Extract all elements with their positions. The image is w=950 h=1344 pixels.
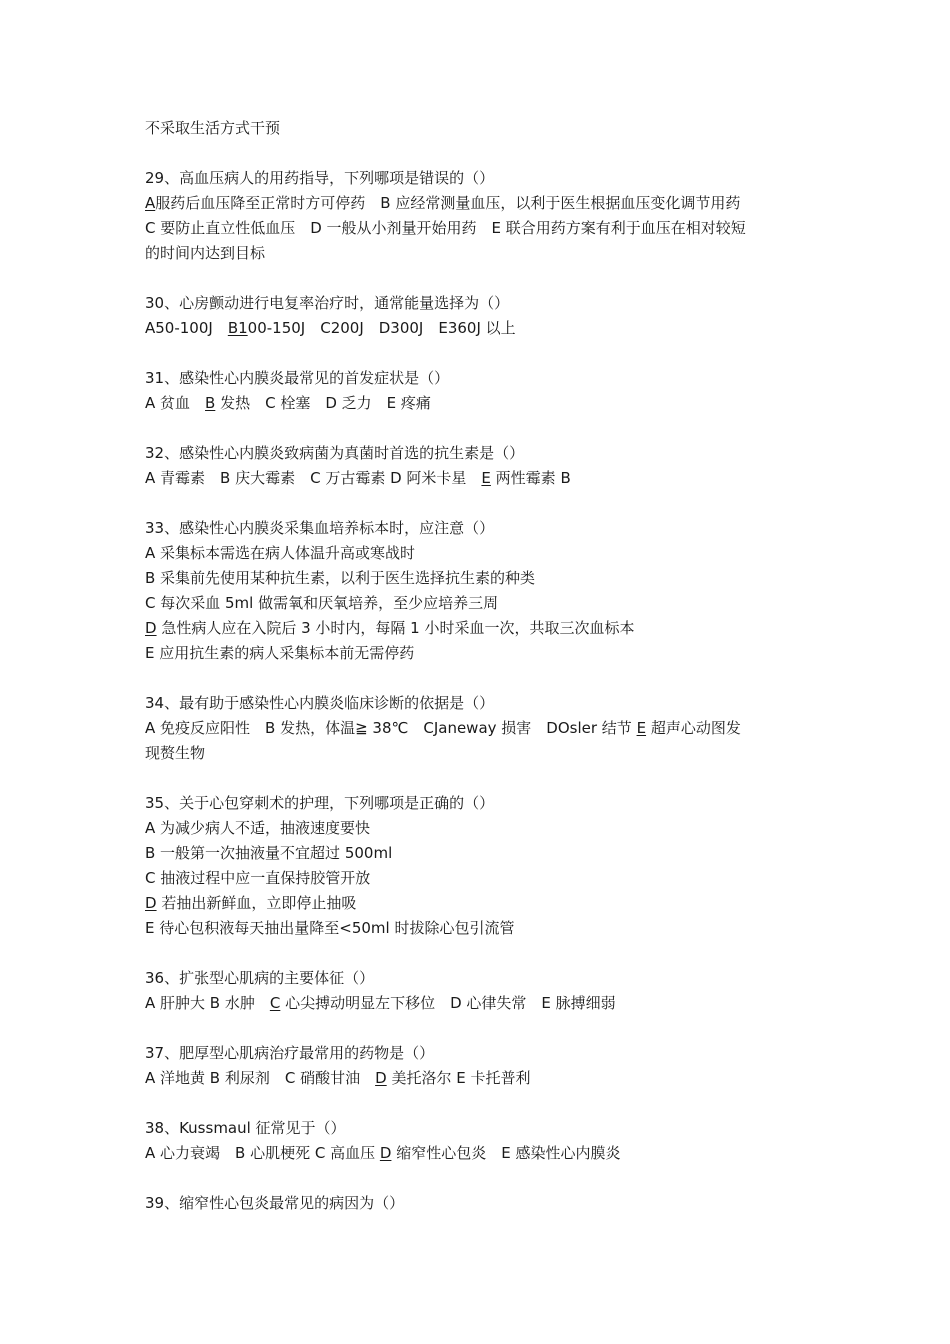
question-title: 37、肥厚型心肌病治疗最常用的药物是（） xyxy=(145,1044,435,1062)
question-title: 39、缩窄性心包炎最常见的病因为（） xyxy=(145,1194,405,1212)
question-block xyxy=(145,166,825,266)
option-text: E 应用抗生素的病人采集标本前无需停药 xyxy=(145,644,415,662)
option-text: 美托洛尔 E 卡托普利 xyxy=(386,1069,531,1087)
option-line xyxy=(145,641,825,666)
option-line xyxy=(145,716,825,741)
option-line xyxy=(145,316,825,341)
question-title: 36、扩张型心肌病的主要体征（） xyxy=(145,969,375,987)
question-title: 32、感染性心内膜炎致病菌为真菌时首选的抗生素是（） xyxy=(145,444,525,462)
question-title: 34、最有助于感染性心内膜炎临床诊断的依据是（） xyxy=(145,694,495,712)
question-title: 33、感染性心内膜炎采集血培养标本时，应注意（） xyxy=(145,519,495,537)
option-text: A 采集标本需选在病人体温升高或寒战时 xyxy=(145,544,416,562)
option-line xyxy=(145,591,825,616)
option-line xyxy=(145,391,825,416)
answer-marker: E xyxy=(481,469,491,487)
option-text: 缩窄性心包炎 E 感染性心内膜炎 xyxy=(391,1144,621,1162)
option-text: A 洋地黄 B 利尿剂 C 硝酸甘油 xyxy=(145,1069,376,1087)
answer-marker: B xyxy=(205,394,216,412)
option-text: A 为减少病人不适，抽液速度要快 xyxy=(145,819,371,837)
answer-marker: D xyxy=(145,619,157,637)
option-text: A 肝肿大 B 水肿 xyxy=(145,994,270,1012)
document-page xyxy=(145,116,825,1241)
option-line xyxy=(145,241,825,266)
intro-text: 不采取生活方式干预 xyxy=(145,119,281,137)
option-text: 服药后血压降至正常时方可停药 B 应经常测量血压，以利于医生根据血压变化调节用药 xyxy=(155,194,741,212)
option-text: A50-100J xyxy=(145,319,228,337)
question-block xyxy=(145,1041,825,1091)
option-text: A 免疫反应阳性 B 发热，体温≧ 38℃ CJaneway 损害 DOsler 结节 xyxy=(145,719,637,737)
option-line xyxy=(145,816,825,841)
answer-marker: D xyxy=(375,1069,387,1087)
option-line xyxy=(145,216,825,241)
option-text: 两性霉素 B xyxy=(490,469,571,487)
question-block xyxy=(145,1116,825,1166)
option-text: C 要防止直立性低血压 D 一般从小剂量开始用药 E 联合用药方案有利于血压在相对较短 xyxy=(145,219,746,237)
option-line xyxy=(145,916,825,941)
option-text: B 采集前先使用某种抗生素，以利于医生选择抗生素的种类 xyxy=(145,569,536,587)
option-line xyxy=(145,541,825,566)
option-line xyxy=(145,866,825,891)
option-text: B 一般第一次抽液量不宜超过 500ml xyxy=(145,844,393,862)
option-line xyxy=(145,741,825,766)
option-text: A 贫血 xyxy=(145,394,206,412)
option-text: E 待心包积液每天抽出量降至<50ml 时拔除心包引流管 xyxy=(145,919,515,937)
option-text: A 青霉素 B 庆大霉素 C 万古霉素 D 阿米卡星 xyxy=(145,469,482,487)
option-text: C 抽液过程中应一直保持胶管开放 xyxy=(145,869,371,887)
question-block xyxy=(145,291,825,341)
question-block xyxy=(145,691,825,766)
answer-marker: E xyxy=(636,719,647,737)
question-block xyxy=(145,1191,825,1216)
question-block xyxy=(145,966,825,1016)
option-line xyxy=(145,566,825,591)
option-line xyxy=(145,891,825,916)
question-title: 29、高血压病人的用药指导，下列哪项是错误的（） xyxy=(145,169,495,187)
question-title: 31、感染性心内膜炎最常见的首发症状是（） xyxy=(145,369,450,387)
option-text: C 每次采血 5ml 做需氧和厌氧培养，至少应培养三周 xyxy=(145,594,499,612)
question-title: 38、Kussmaul 征常见于（） xyxy=(145,1119,346,1137)
option-text: A 心力衰竭 B 心肌梗死 C 高血压 xyxy=(145,1144,380,1162)
option-text: 00-150J C200J D300J E360J 以上 xyxy=(247,319,516,337)
answer-marker: C xyxy=(269,994,281,1012)
option-text: 若抽出新鲜血，立即停止抽吸 xyxy=(156,894,357,912)
option-text: 超声心动图发 xyxy=(646,719,741,737)
question-block xyxy=(145,441,825,491)
option-line xyxy=(145,841,825,866)
option-line xyxy=(145,1141,825,1166)
answer-marker: D xyxy=(379,1144,392,1162)
option-line xyxy=(145,991,825,1016)
answer-marker: A xyxy=(145,194,156,212)
question-block xyxy=(145,791,825,941)
question-title: 30、心房颤动进行电复率治疗时，通常能量选择为（） xyxy=(145,294,510,312)
option-line xyxy=(145,466,825,491)
option-text: 急性病人应在入院后 3 小时内，每隔 1 小时采血一次，共取三次血标本 xyxy=(156,619,635,637)
answer-marker: B1 xyxy=(227,319,248,337)
option-line xyxy=(145,191,825,216)
option-line xyxy=(145,616,825,641)
option-text: 发热 C 栓塞 D 乏力 E 疼痛 xyxy=(215,394,431,412)
question-title: 35、关于心包穿刺术的护理，下列哪项是正确的（） xyxy=(145,794,495,812)
question-block xyxy=(145,366,825,416)
option-text: 心尖搏动明显左下移位 D 心律失常 E 脉搏细弱 xyxy=(280,994,616,1012)
option-text: 现赘生物 xyxy=(145,744,206,762)
answer-marker: D xyxy=(145,894,157,912)
question-list xyxy=(145,166,825,1216)
option-text: 的时间内达到目标 xyxy=(145,244,266,262)
option-line xyxy=(145,1066,825,1091)
question-block xyxy=(145,516,825,666)
